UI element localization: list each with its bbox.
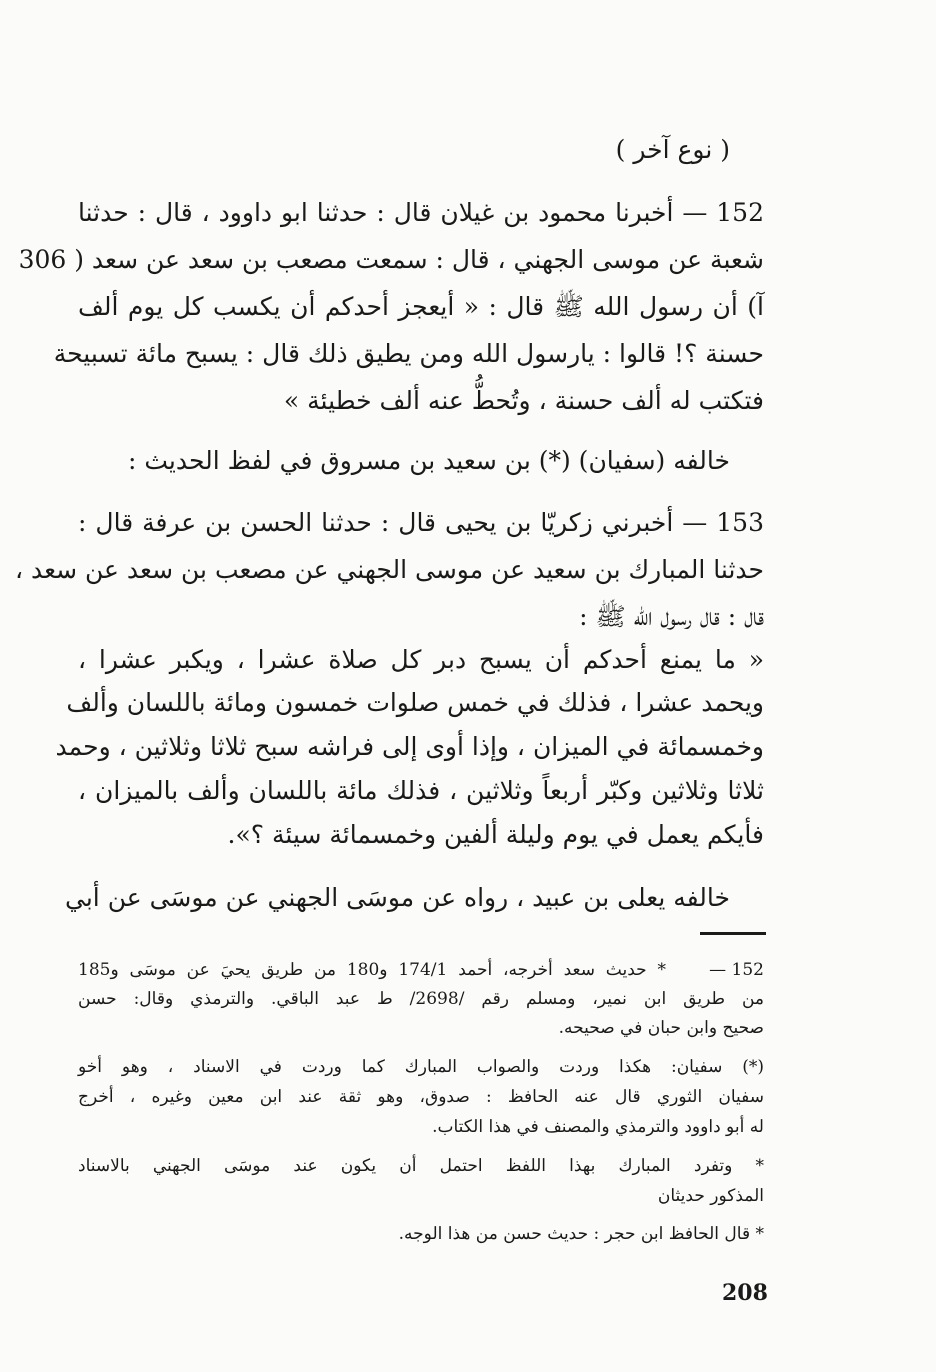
- text-line: فتكتب له ألف حسنة ، وتُحطُّ عنه ألف خطيئة »: [283, 386, 764, 415]
- footnote-line: صحيح وابن حبان في صحيحه.: [558, 1018, 764, 1038]
- text-line: ويحمد عشرا ، فذلك في خمس صلوات خمسون ومائة باللسان وألف: [66, 688, 764, 717]
- text-line: حسنة ؟! قالوا : يارسول الله ومن يطيق ذلك قال : يسبح مائة تسبيحة: [53, 339, 764, 368]
- text-line: 153 — أخبرني زكريّا بن يحيى قال : حدثنا الحسن بن عرفة قال :: [78, 508, 764, 537]
- text-line: وخمسمائة في الميزان ، وإذا أوى إلى فراشه سبح ثلاثا وثلاثين ، وحمد: [55, 732, 764, 761]
- text-line: 152 — أخبرنا محمود بن غيلان قال : حدثنا ابو داوود ، قال : حدثنا: [78, 198, 764, 227]
- text-line: آ) أن رسول الله ﷺ قال : « أيعجز أحدكم أن يكسب كل يوم ألف: [78, 292, 764, 321]
- text-line: حدثنا المبارك بن سعيد عن موسى الجهني عن مصعب بن سعد عن سعد ،: [14, 555, 764, 584]
- text-line: شعبة عن موسى الجهني ، قال : سمعت مصعب بن سعد عن سعد ( 306: [18, 245, 764, 274]
- text-line: قال : قال رسول الله ﷺ :: [579, 602, 764, 631]
- section-heading: ( نوع آخر ): [615, 135, 730, 164]
- footnote-line: (*) سفيان: هكذا وردت والصواب المبارك كما وردت في الاسناد ، وهو أخو: [78, 1057, 764, 1077]
- chain-note-1: خالفه (سفيان) (*) بن سعيد بن مسروق في لفظ الحديث :: [128, 446, 730, 475]
- chain-note-2: خالفه يعلى بن عبيد ، رواه عن موسَى الجهني عن موسَى عن أبي: [65, 883, 730, 912]
- footnote-line: * قال الحافظ ابن حجر : حديث حسن من هذا الوجه.: [398, 1224, 764, 1244]
- footnote-line: من طريق ابن نمير، ومسلم رقم /2698/ ط عبد الباقي. والترمذي وقال: حسن: [78, 989, 764, 1009]
- footnote-line: له أبو داوود والترمذي والمصنف في هذا الكتاب.: [432, 1117, 764, 1137]
- footnote-number: 152 —: [709, 960, 764, 980]
- page-number: 208: [722, 1280, 768, 1306]
- footnote-divider: [700, 932, 766, 935]
- footnote-line: المذكور حديثان: [657, 1186, 764, 1206]
- footnote-line: سفيان الثوري قال عنه الحافظ : صدوق، وهو ثقة عند ابن معين وغيره ، أخرج: [78, 1087, 764, 1107]
- text-line: « ما يمنع أحدكم أن يسبح دبر كل صلاة عشرا ، ويكبر عشرا ،: [78, 645, 764, 674]
- footnote-line: * حديث سعد أخرجه، أحمد 174/1 و180 من طريق يحيَ عن موسَى و185: [78, 960, 666, 980]
- text-line: ثلاثا وثلاثين وكبّر أربعاً وثلاثين ، فذلك مائة باللسان وألف بالميزان ،: [78, 776, 764, 805]
- footnote-line: * وتفرد المبارك بهذا اللفظ احتمل أن يكون عند موسَى الجهني بالاسناد: [78, 1156, 764, 1176]
- text-line: فأيكم يعمل في يوم وليلة ألفين وخمسمائة سيئة ؟».: [227, 820, 764, 849]
